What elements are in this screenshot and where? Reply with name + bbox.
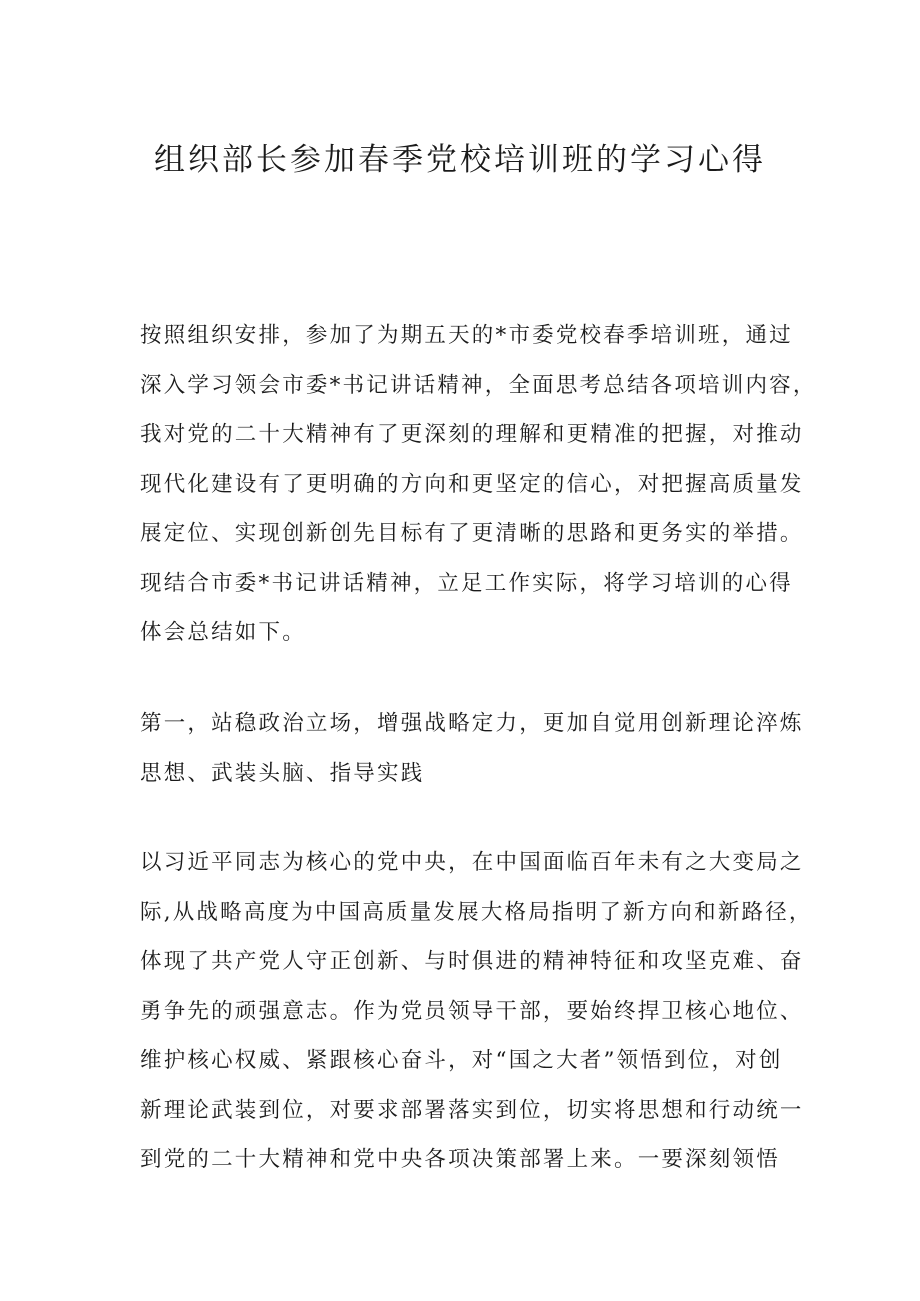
text-line: 体会总结如下。 [140,620,306,645]
text-line: 现代化建设有了更明确的方向和更坚定的信心，对把握高质量发 [140,471,804,497]
document-title: 组织部长参加春季党校培训班的学习心得 [154,142,766,178]
text-line: 我对党的二十大精神有了更深刻的理解和更精准的把握，对推动 [140,422,804,447]
paragraph-intro [140,311,817,658]
text-line: 到党的二十大精神和党中央各项决策部署上来。一要深刻领悟 [140,1147,780,1172]
paragraph-body [140,838,813,1185]
text-line: 按照组织安排，参加了为期五天的*市委党校春季培训班，通过 [140,323,793,348]
text-line: 展定位、实现创新创先目标有了更清晰的思路和更务实的举措。 [140,521,804,546]
text-line: 思想、武装头脑、指导实践 [140,760,425,786]
text-line: 维护核心权威、紧跟核心奋斗，对“国之大者”领悟到位，对创 [140,1048,783,1073]
text-line: 现结合市委*书记讲话精神，立足工作实际，将学习培训的心得 [140,570,793,596]
text-line: 体现了共产党人守正创新、与时俱进的精神特征和攻坚克难、奋 [140,949,804,974]
text-line: 第一，站稳政治立场，增强战略定力，更加自觉用创新理论淬炼 [140,711,804,736]
text-line: 深入学习领会市委*书记讲话精神，全面思考总结各项培训内容， [140,372,817,398]
text-line: 新理论武装到位，对要求部署落实到位，切实将思想和行动统一 [140,1097,804,1123]
text-line: 际,从战略高度为中国高质量发展大格局指明了新方向和新路径， [140,899,813,925]
text-line: 勇争先的顽强意志。作为党员领导干部，要始终捍卫核心地位、 [140,998,804,1024]
text-line: 以习近平同志为核心的党中央，在中国面临百年未有之大变局之 [140,850,804,875]
section-heading-first [140,699,804,798]
